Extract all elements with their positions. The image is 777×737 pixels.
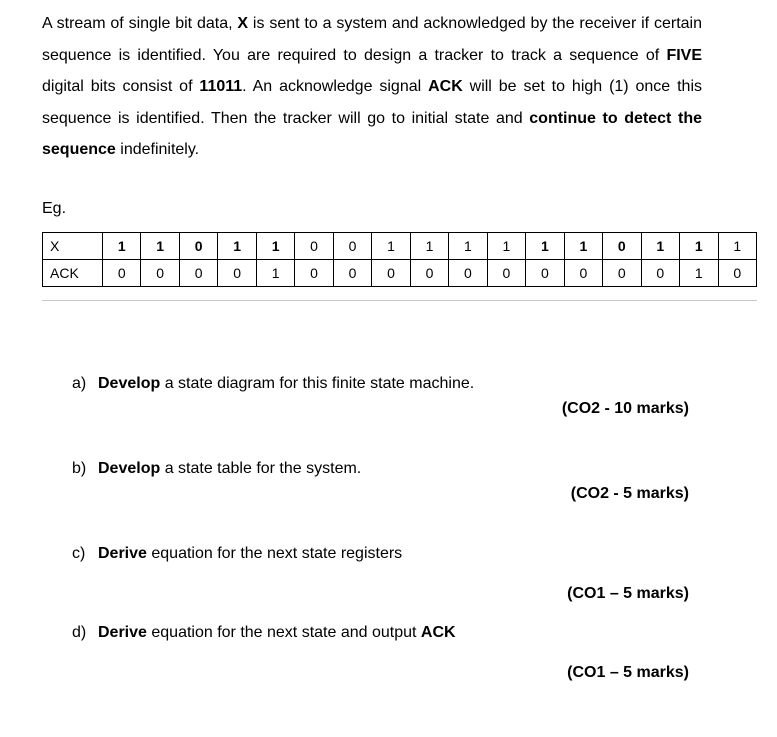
ack-row xyxy=(43,260,757,287)
ack-cell: 0 xyxy=(179,260,217,287)
x-cell: 1 xyxy=(487,233,525,260)
intro-sequence: 11011 xyxy=(199,78,243,95)
question-letter: d) xyxy=(72,624,87,641)
example-label: Eg. xyxy=(42,200,67,217)
ack-cell: 0 xyxy=(333,260,371,287)
ack-cell: 0 xyxy=(449,260,487,287)
intro-text: digital bits consist of xyxy=(42,78,200,95)
x-cell: 1 xyxy=(141,233,179,260)
question-letter: a) xyxy=(72,375,87,392)
question-c xyxy=(72,545,402,563)
question-ack: ACK xyxy=(420,624,456,641)
x-row-label: X xyxy=(43,233,103,260)
question-text: a state table for the system. xyxy=(160,460,362,477)
intro-x: X xyxy=(237,15,249,32)
sequence-table xyxy=(42,232,757,287)
ack-cell: 0 xyxy=(526,260,564,287)
ack-cell: 1 xyxy=(680,260,718,287)
ack-cell: 0 xyxy=(603,260,641,287)
marks-a: (CO2 - 10 marks) xyxy=(561,400,689,417)
x-cell: 1 xyxy=(218,233,256,260)
question-text: a state diagram for this finite state machine. xyxy=(160,375,475,392)
intro-text: A stream of single bit data, xyxy=(42,15,238,32)
intro-text: . An acknowledge signal xyxy=(242,78,429,95)
intro-five: FIVE xyxy=(666,46,702,64)
question-text: equation for the next state and output xyxy=(146,624,421,641)
divider xyxy=(42,300,757,301)
ack-cell: 0 xyxy=(410,260,448,287)
x-cell: 1 xyxy=(641,233,679,260)
x-cell: 1 xyxy=(526,233,564,260)
x-cell: 1 xyxy=(680,233,718,260)
x-row xyxy=(43,233,757,260)
question-d xyxy=(72,624,456,642)
question-verb: Derive xyxy=(98,545,147,562)
intro-ack: ACK xyxy=(428,78,463,95)
ack-cell: 1 xyxy=(256,260,294,287)
question-b xyxy=(72,460,361,478)
marks-d: (CO1 – 5 marks) xyxy=(567,664,689,681)
x-cell: 1 xyxy=(410,233,448,260)
x-cell: 0 xyxy=(295,233,333,260)
intro-continue: continue to detect the sequence xyxy=(42,109,702,158)
ack-cell: 0 xyxy=(487,260,525,287)
question-verb: Derive xyxy=(98,624,147,641)
ack-row-label: ACK xyxy=(43,260,103,287)
ack-cell: 0 xyxy=(141,260,179,287)
ack-cell: 0 xyxy=(641,260,679,287)
question-verb: Develop xyxy=(98,460,161,477)
ack-cell: 0 xyxy=(103,260,141,287)
ack-cell: 0 xyxy=(218,260,256,287)
x-cell: 1 xyxy=(372,233,410,260)
question-letter: b) xyxy=(72,460,87,477)
ack-cell: 0 xyxy=(718,260,757,287)
question-letter: c) xyxy=(72,545,86,562)
x-cell: 1 xyxy=(103,233,141,260)
intro-text: is sent to a system and acknowledged by the receiver if certain sequence is identified. You are required to design a tracker to track a sequence of xyxy=(42,15,702,64)
ack-cell: 0 xyxy=(564,260,602,287)
question-text: equation for the next state registers xyxy=(146,545,403,562)
x-cell: 0 xyxy=(333,233,371,260)
intro-text: indefinitely. xyxy=(115,141,200,158)
marks-b: (CO2 - 5 marks) xyxy=(570,485,689,502)
marks-c: (CO1 – 5 marks) xyxy=(567,585,689,602)
x-cell: 0 xyxy=(603,233,641,260)
x-cell: 1 xyxy=(718,233,757,260)
question-verb: Develop xyxy=(98,375,161,392)
ack-cell: 0 xyxy=(295,260,333,287)
x-cell: 1 xyxy=(256,233,294,260)
intro-text: will be set to high (1) once this sequence is identified. Then the tracker will go to initial state and xyxy=(42,78,702,127)
x-cell: 0 xyxy=(179,233,217,260)
x-cell: 1 xyxy=(564,233,602,260)
question-a xyxy=(72,375,474,393)
x-cell: 1 xyxy=(449,233,487,260)
problem-statement xyxy=(42,8,702,166)
ack-cell: 0 xyxy=(372,260,410,287)
